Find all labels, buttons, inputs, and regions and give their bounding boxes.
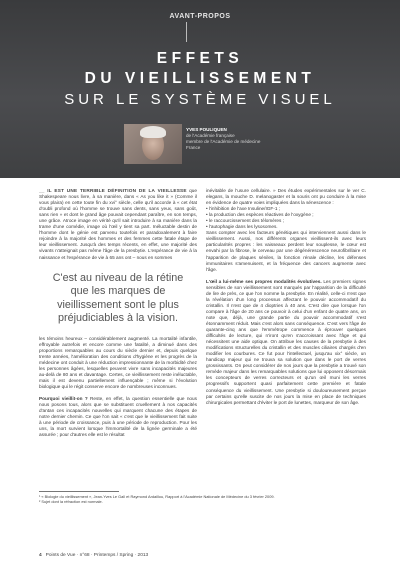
rubric-label: AVANT-PROPOS xyxy=(169,13,231,20)
intro-paragraph xyxy=(39,188,197,261)
paragraph-3-text: Reste, en effet, la question essentielle que nous nous posons tous, alors que se substituent cruellement à nos capacités d'antan ces incapacités nouvelles qui marquent chacune des étapes de notre dernier chemin. Ce que l'on sait « c'est que le vieillissement fait suite à une période de croissance, puis à une période de reproduction. Pour les uns, la mort survient lorsque l'immortalité de la lignée germinale a été assurée ; pour d'autres elle est le résultat xyxy=(39,395,197,438)
bullet-item: • le raccourcissement des télomères ; xyxy=(206,218,284,224)
title-line-1: EFFETS xyxy=(156,50,244,67)
author-photo xyxy=(124,124,182,164)
publication-info: Points de Vue · n°68 · Printemps / Spring · 2013 xyxy=(45,553,149,558)
footnote-1: ¹ « Biologie du vieillissement », Jean-Yves Le Gall et Raymond Ardaillou, Rapport à l'Académie Nationale de Médecine du 3 février 2009. xyxy=(39,494,275,499)
right-column xyxy=(206,188,366,406)
bullet-item: • la production des espèces réactives de l'oxygène ; xyxy=(206,212,314,218)
author-credit xyxy=(186,127,286,151)
title-line-2: DU VIEILLISSEMENT xyxy=(84,70,316,87)
right-paragraph-2: Sans compter avec les facteurs génétiques qui interviennent aussi dans le vieillissement. Aussi, nos différents organes vieillissent-ils avec leurs particularités propres : les vaisseaux perdent leur souplesse, le cœur est envahi par la fibrose, le cerveau par une dégénérescence neurofibrillaire et l'apparition de plaques séniles, la fonction rénale décline, les défenses immunitaires s'amenuisent, et la fréquence des cancers augmente avec l'âge. xyxy=(206,230,366,272)
footnotes xyxy=(39,494,369,504)
page-footer xyxy=(39,553,148,558)
page-number: 4 xyxy=(39,553,42,558)
paragraph-3 xyxy=(39,396,197,438)
bullet-item: • l'inhibition de l'axe Insuline/IGF-1 ; xyxy=(206,206,281,212)
author-affiliation-1: de l'Académie française xyxy=(186,133,235,138)
author-affiliation-2: membre de l'Académie de médecine xyxy=(186,139,261,144)
author-name: YVES POULIQUEN xyxy=(186,127,227,132)
bullet-item: • l'autophagie dans les lysosomes. xyxy=(206,224,278,230)
footnote-rule xyxy=(39,491,119,492)
right-paragraph-3 xyxy=(206,279,366,406)
author-country: France xyxy=(186,145,201,150)
right-paragraph-3-lead: L'œil a lui-même ses propres modalités évolutives. xyxy=(206,278,322,284)
intro-text: que Shakespeare nous livre, à sa manière, dans « As you like it » (Comme il vous plaira) en cette toute fin du xvi° siècle, celle qu'il accorde à « cet état d'oubli profond où l'homme se trouve sans dents, sans yeux, sans goût, sans rien » et dont le grand âge pouvait cependant paraître, en son temps, une grâce. Atroce image en vérité qu'il sait introduire à sa manière dans la trame d'une comédie, image où l'œil y tient sa part. Inéluctable destin de l'homme dont le génie est parvenu toutefois et paradoxalement à faire rejoindre à la majorité des hommes et des femmes cette fatale étape de leur vieillissement. Jusqu'à des temps récents, en effet, une majorité des vivants n'atteignait pas même l'âge de la presbytie. L'espérance de vie à la naissance et l'espérance de vie à 65 ans ont – nous en sommes xyxy=(39,188,198,260)
lead-in: __ IL EST UNE TERRIBLE DÉFINITION DE LA VIEILLESSE xyxy=(39,188,187,193)
right-paragraph-3-text: Les premiers signes sensibles de son vieillissement sont marqués par l'apparition de la difficulté de lire de près, ce que l'on nomme la presbytie. En réalité, celle-ci n'est que la révélation d'un long processus affectant le pouvoir accommodatif du cristallin. Il n'est que de 4 dioptries à 40 ans. C'est dire que lorsque l'on compare à l'âge de 20 ans ce pouvoir à celui d'un enfant de quatre ans, on note que, déjà, une grande partie du pouvoir accommodatif s'est étonnamment réduit. Mais c'est alors sans conséquence. C'est vers l'âge de quarante-cinq ans que l'emmétrope commence à éprouver quelques difficultés de lecture, qui n'iront qu'en s'accroissant avec l'âge et qui nécessitent une aide optique. On attribue les causes de la presbytie à des modifications structurelles du cristallin et des muscles ciliaires chargés d'en modifier les courbures. Ce fut pour l'intellectuel, jusqu'au xix° siècle, un handicap majeur qui ne trouva sa solution que dans le port de verres grossissants. On peut considérer de nos jours que la presbytie a trouvé son remède majeur dans les remarquables solutions que lui opposent désormais les concepteurs de verres correcteurs et qu'un œil muni les verres progressifs supportent quasi parfaitement cette première et fatale conséquence du vieillissement. Une presbytie si douloureusement perçue par certains qu'elle suscite de nos jours la mise en place de techniques chirurgicales permettant d'éviter le port de lunettes, marqueur de son âge. xyxy=(206,278,367,405)
pull-quote: C'est au niveau de la rétine que les marques de vieillissement sont le plus préjudiciables à la vision. xyxy=(52,271,184,325)
left-column xyxy=(39,188,197,438)
footnote-2: ² Sujet dont la réfraction est normale. xyxy=(39,499,103,505)
header-divider xyxy=(186,22,187,42)
paragraph-2: les témoins heureux – considérablement augmenté. La mortalité infantile, effroyable autrefois et encore comme une fatalité, a diminué dans des proportions remarquables au cours du siècle dernier et, depuis quelque trente années, l'amélioration des conditions d'hygiène et les progrès de la médecine ont conduit à une réduction impressionnante de la morbidité chez les personnes âgées, lesquelles peuvent vivre sans incapacités majeures au-delà de 80 ans et davantage. Certes, ce vieillissement reste inéluctable, mais il est devenu partiellement influençable ; même si l'évolution biologique qui le régit conserve encore de nombreuses inconnues. xyxy=(39,335,197,389)
title-line-3: SUR LE SYSTÈME VISUEL xyxy=(64,91,336,108)
right-paragraph-1: inévitable de l'usure cellulaire. » Des études expérimentales sur le ver C. elegans, la mouche D. melanogaster et la souris ont pu conduire à la mise en évidence de quatre voies impliquées dans la sénescence : xyxy=(206,188,366,206)
paragraph-3-lead: Pourquoi vieillit-on ? xyxy=(39,395,88,401)
article-header xyxy=(0,0,400,178)
author-hair xyxy=(140,126,166,138)
